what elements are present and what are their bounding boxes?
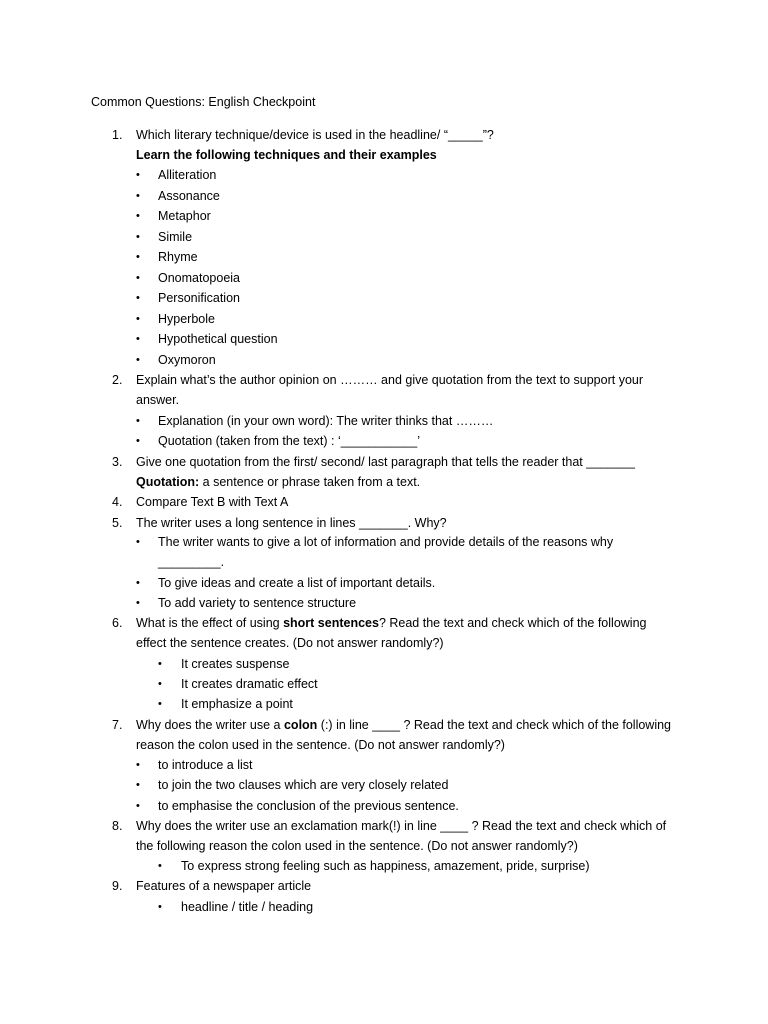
bullet: • [158, 678, 162, 690]
question-text: (:) in line ____ ? Read the text and check which of the following [317, 718, 672, 732]
question-keyword: colon [283, 718, 318, 732]
bullet: • [136, 333, 140, 345]
bullet: • [136, 435, 140, 447]
item-number: 3. [112, 455, 123, 469]
bullet: • [136, 759, 140, 771]
question-text: Explain what’s the author opinion on ……… and give quotation from the text to support your [136, 373, 644, 387]
list-item-text: It creates dramatic effect [181, 677, 318, 691]
question-keyword: short sentences [283, 616, 379, 630]
question-text: Why does the writer use a [136, 718, 284, 732]
bullet: • [136, 231, 140, 243]
list-item-text: headline / title / heading [181, 900, 314, 914]
bullet: • [136, 536, 140, 548]
list-item-text: Simile [158, 230, 193, 244]
list-item-text: Rhyme [158, 250, 198, 264]
question-text-continued: effect the sentence creates. (Do not answer randomly?) [136, 636, 444, 650]
list-item-text: Explanation (in your own word): [158, 414, 334, 428]
bullet: • [136, 313, 140, 325]
list-item-text: The writer thinks that ……… [333, 414, 494, 428]
list-item-text: Oxymoron [158, 353, 216, 367]
bullet: • [136, 251, 140, 263]
list-item-text-continued: _________. [158, 555, 225, 569]
bullet: • [158, 860, 162, 872]
bullet: • [136, 272, 140, 284]
note-label: Quotation: [136, 475, 200, 489]
question-text: ? Read the text and check which of the following [378, 616, 647, 630]
bullet: • [136, 210, 140, 222]
item-number: 4. [112, 495, 123, 509]
bullet: • [136, 169, 140, 181]
list-item-text: Personification [158, 291, 240, 305]
list-item-text: Assonance [158, 189, 220, 203]
bullet: • [136, 190, 140, 202]
question-text: Why does the writer use an exclamation mark(!) in line ____ ? Read the text and check which of [136, 819, 667, 833]
list-item-text: Quotation (taken from the text) : [158, 434, 335, 448]
bullet: • [158, 658, 162, 670]
page-title: Common Questions: English Checkpoint [91, 95, 316, 109]
list-item-text: to introduce a list [158, 758, 253, 772]
bullet: • [136, 292, 140, 304]
bullet: • [136, 354, 140, 366]
note-text: a sentence or phrase taken from a text. [199, 475, 421, 489]
bullet: • [136, 800, 140, 812]
question-1-subheading [136, 146, 437, 164]
list-item-text: Onomatopoeia [158, 271, 241, 285]
list-item-text: It creates suspense [181, 657, 290, 671]
bullet: • [136, 577, 140, 589]
item-number: 6. [112, 616, 123, 630]
question-text: What is the effect of using [136, 616, 284, 630]
list-item-text: to emphasise the conclusion of the previous sentence. [158, 799, 459, 813]
list-item-text: ‘___________’ [334, 434, 420, 448]
item-number: 7. [112, 718, 123, 732]
bullet: • [136, 415, 140, 427]
list-item-text: Alliteration [158, 168, 217, 182]
list-item-text: to join the two clauses which are very closely related [158, 778, 449, 792]
list-item-text: It emphasize a point [181, 697, 293, 711]
subheading-text: Learn the following techniques and their examples [136, 148, 437, 162]
question-text-continued: answer. [136, 393, 180, 407]
question-text: The writer uses a long sentence in lines _______. Why? [136, 516, 447, 530]
question-note [136, 473, 420, 491]
question-text: Features of a newspaper article [136, 879, 312, 893]
list-item-text: The writer wants to give a lot of information and provide details of the reasons why [158, 535, 614, 549]
question-text: Which literary technique/device is used in the headline/ “_____”? [136, 128, 494, 142]
item-number: 8. [112, 819, 123, 833]
question-text: Give one quotation from the first/ second/ last paragraph that tells the reader that _______ [136, 455, 635, 469]
list-item-text: Hypothetical question [158, 332, 278, 346]
bullet: • [158, 698, 162, 710]
question-text-continued: reason the colon used in the sentence. (Do not answer randomly?) [136, 738, 505, 752]
item-number: 9. [112, 879, 123, 893]
bullet: • [158, 901, 162, 913]
question-text: Compare Text B with Text A [136, 495, 289, 509]
list-item-text: To express strong feeling such as happiness, amazement, pride, surprise) [181, 859, 590, 873]
list-item-text: To add variety to sentence structure [158, 596, 357, 610]
question-text-continued: the following reason the colon used in the sentence. (Do not answer randomly?) [136, 839, 578, 853]
list-item-text: Hyperbole [158, 312, 215, 326]
item-number: 1. [112, 128, 123, 142]
list-item-text: To give ideas and create a list of important details. [158, 576, 436, 590]
list-item-text: Metaphor [158, 209, 211, 223]
bullet: • [136, 597, 140, 609]
bullet: • [136, 779, 140, 791]
item-number: 5. [112, 516, 123, 530]
item-number: 2. [112, 373, 123, 387]
